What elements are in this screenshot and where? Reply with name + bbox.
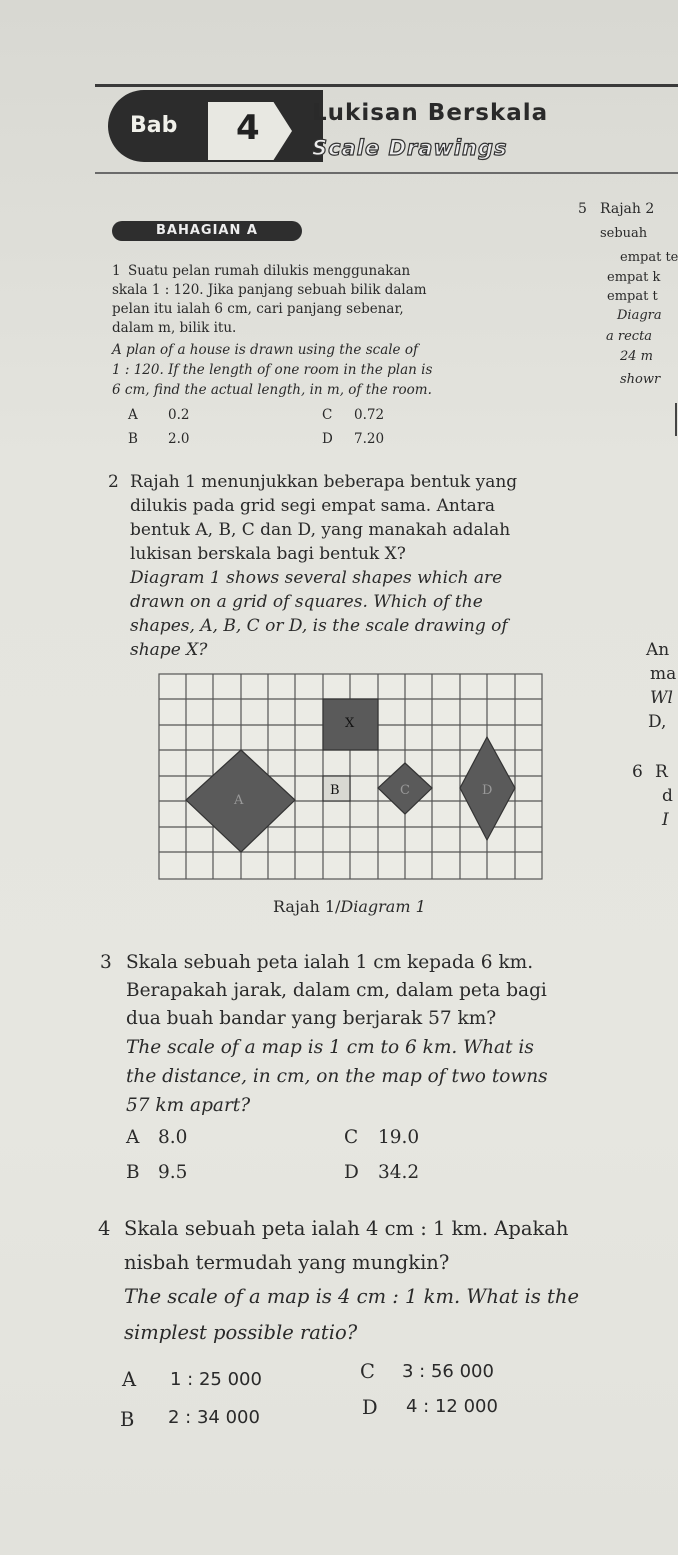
q2-number: 2 [108,472,119,492]
q4-option-value: 2 : 34 000 [168,1407,260,1428]
q4-option-letter: D [362,1396,378,1419]
q3-option-value: 34.2 [378,1162,420,1183]
answer-line: An [646,640,670,660]
q3-option-value: 9.5 [158,1162,188,1183]
q4-malay-line: Skala sebuah peta ialah 4 cm : 1 km. Apakah [124,1217,569,1240]
q1-malay-line: skala 1 : 120. Jika panjang sebuah bilik dalam [112,282,427,298]
chapter-number: 4 [236,108,260,148]
q1-number: 1 [112,263,121,279]
label-x: X [345,716,355,731]
answer-line: Wl [650,688,673,708]
label-d: D [482,783,493,798]
q3-number: 3 [100,952,112,973]
answer-line: ma [650,664,677,684]
q6-line: R [655,762,668,782]
q6-number: 6 [632,762,643,782]
q4-english-line: simplest possible ratio? [124,1321,358,1344]
q5-line: Diagra [617,308,662,323]
q2-english-line: drawn on a grid of squares. Which of the [130,592,483,612]
chapter-title-malay: Lukisan Berskala [312,100,549,126]
q5-number: 5 [578,201,587,217]
answer-line: D, [648,712,667,732]
q1-malay-line: dalam m, bilik itu. [112,320,237,336]
q2-english-line: Diagram 1 shows several shapes which are [130,568,503,588]
q1-option-value: 0.2 [168,407,190,423]
q4-option-value: 3 : 56 000 [402,1361,494,1382]
q3-malay-line: Skala sebuah peta ialah 1 cm kepada 6 km. [126,952,534,973]
q4-option-letter: B [120,1408,135,1431]
diagram-1-grid [155,670,555,885]
q1-english-line: A plan of a house is drawn using the scale of [112,342,418,358]
q2-malay-line: lukisan berskala bagi bentuk X? [130,544,406,564]
q6-line: I [662,810,669,830]
q1-option-value: 2.0 [168,431,190,447]
q4-english-line: The scale of a map is 4 cm : 1 km. What is the [124,1285,579,1308]
q1-option-letter: C [322,407,333,423]
q2-malay-line: bentuk A, B, C dan D, yang manakah adalah [130,520,511,540]
q1-option-letter: B [128,431,138,447]
q4-malay-line: nisbah termudah yang mungkin? [124,1251,450,1274]
q5-line: empat k [607,270,661,285]
label-a: A [234,793,244,808]
q1-english-line: 6 cm, find the actual length, in m, of the room. [112,382,432,398]
q3-option-value: 8.0 [158,1127,188,1148]
q4-option-value: 4 : 12 000 [406,1396,498,1417]
q3-malay-line: Berapakah jarak, dalam cm, dalam peta bagi [126,980,547,1001]
q5-line: Rajah 2 [600,201,655,217]
label-b: B [330,783,340,798]
chapter-label: Bab [130,113,178,138]
q4-option-letter: C [360,1360,375,1383]
label-c: C [400,783,410,798]
q1-malay-line: Suatu pelan rumah dilukis menggunakan [128,263,411,279]
q3-option-letter: D [344,1162,359,1183]
q4-option-letter: A [122,1368,137,1391]
q5-line: empat te [620,250,678,265]
section-badge: BAHAGIAN A [112,221,302,241]
q1-option-value: 0.72 [354,407,385,423]
q3-option-letter: C [344,1127,359,1148]
q2-malay-line: dilukis pada grid segi empat sama. Antara [130,496,496,516]
q3-english-line: The scale of a map is 1 cm to 6 km. What is [126,1037,534,1058]
q1-option-value: 7.20 [354,431,385,447]
q6-line: d [662,786,673,806]
q3-option-letter: A [126,1127,140,1148]
q3-malay-line: dua buah bandar yang berjarak 57 km? [126,1008,497,1029]
q5-figure-edge [675,403,677,436]
q3-english-line: the distance, in cm, on the map of two towns [126,1066,548,1087]
q5-line: a recta [606,329,653,344]
q2-english-line: shape X? [130,640,208,660]
q4-number: 4 [98,1217,111,1240]
header-rule-bottom [95,172,678,174]
q1-option-letter: A [128,407,138,423]
diagram-1-caption: Rajah 1/Diagram 1 [273,897,426,916]
q3-option-letter: B [126,1162,140,1183]
header-rule-top [95,84,678,87]
q1-english-line: 1 : 120. If the length of one room in the plan is [112,362,433,378]
q4-option-value: 1 : 25 000 [170,1369,262,1390]
q5-line: 24 m [620,349,654,364]
q5-line: showr [620,372,661,387]
q3-option-value: 19.0 [378,1127,420,1148]
q5-line: empat t [607,289,658,304]
chapter-title-english: Scale Drawings [312,136,508,160]
q3-english-line: 57 km apart? [126,1095,251,1116]
q5-line: sebuah [600,226,648,241]
q1-option-letter: D [322,431,333,447]
q2-malay-line: Rajah 1 menunjukkan beberapa bentuk yang [130,472,518,492]
q2-english-line: shapes, A, B, C or D, is the scale drawing of [130,616,508,636]
q1-malay-line: pelan itu ialah 6 cm, cari panjang sebenar, [112,301,404,317]
